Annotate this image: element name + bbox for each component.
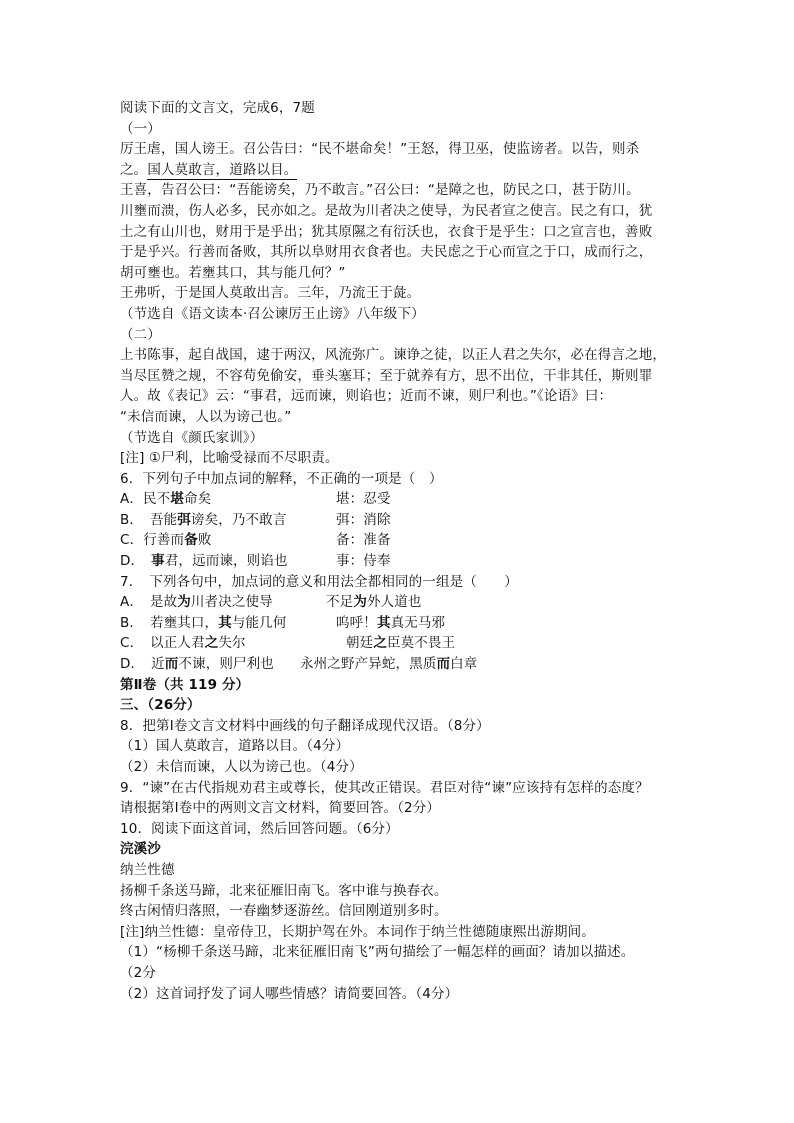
option-second-sentence — [336, 613, 445, 634]
passage-2-line: 当尽匡赞之规，不容苟免偷安，垂头塞耳；至于就养有方，思不出位，干非其任，斯则罪 — [120, 367, 653, 384]
passage-1-text: 之。 — [120, 161, 148, 178]
question-10-sub: （2分 — [120, 964, 157, 981]
passage-1-label: （一） — [120, 120, 161, 137]
option-text: C． 以正人君 — [120, 635, 205, 652]
dotted-word: 其 — [376, 614, 391, 631]
option-text: 谤矣，乃不敢言 — [190, 511, 287, 528]
reading-instruction: 阅读下面的文言文，完成6，7题 — [120, 100, 315, 116]
passage-1-source: （节选自《语文读本·召公谏厉王止谤》八年级下） — [120, 305, 425, 322]
passage-1-line: 土之有山川也，财用于是乎出；犹其原隰之有衍沃也，衣食于是乎生：口之宣言也，善败 — [120, 223, 653, 240]
option-second-sentence — [326, 592, 422, 613]
underlined-sentence: 国人莫敢言，道路以目。 — [147, 161, 298, 178]
dotted-word: 备 — [184, 532, 198, 549]
option-text: 川者决之使导 — [190, 594, 273, 611]
poem-title: 浣溪沙 — [120, 841, 161, 858]
poem-author: 纳兰性德 — [120, 861, 175, 878]
question-6-option-c — [120, 530, 680, 551]
option-gloss: 备：准备 — [336, 532, 391, 549]
dotted-word: 事 — [151, 553, 165, 570]
passage-1-line: 王弗听，于是国人莫敢出言。三年，乃流王于彘。 — [120, 285, 421, 302]
option-text: 命矣 — [184, 491, 212, 508]
option-text: 不谏，则尸利也 — [178, 656, 274, 673]
poem-line: 终古闲情归落照，一春幽梦逐游丝。信回刚道别多时。 — [120, 903, 448, 920]
option-gloss: 堪：忍受 — [336, 491, 391, 508]
option-second-sentence — [346, 633, 455, 654]
passage-1-line: 王喜，告召公曰：“吾能谤矣，乃不敢言。”召公曰：“是障之也，防民之口，甚于防川。 — [120, 182, 640, 199]
question-6-option-b — [120, 510, 680, 531]
option-text: D． — [120, 553, 152, 570]
question-9-line: 请根据第Ⅰ卷中的两则文言文材料，简要回答。（2分） — [120, 800, 441, 817]
question-7-stem: 7． 下列各句中，加点词的意义和用法全都相同的一组是（ ） — [120, 573, 518, 590]
question-6-option-a — [120, 489, 680, 510]
option-text: C．行善而 — [120, 532, 185, 549]
option-text: B． 吾能 — [120, 511, 178, 528]
passage-1-line: 胡可壅也。若壅其口，其与能几何？” — [120, 264, 346, 281]
option-text: 失尔 — [218, 635, 246, 652]
question-6-stem: 6．下列句子中加点词的解释，不正确的一项是（ ） — [120, 470, 443, 487]
option-text: 君，远而谏，则谄也 — [164, 553, 288, 570]
option-text: D． 近 — [120, 656, 165, 673]
option-text: 呜呼！ — [336, 614, 377, 631]
poem-note: [注]纳兰性德：皇帝侍卫，长期护驾在外。本词作于纳兰性德随康熙出游期间。 — [120, 923, 595, 940]
option-gloss: 弭：消除 — [336, 511, 391, 528]
exam-page — [120, 98, 680, 1004]
question-8-item: （1）国人莫敢言，道路以目。（4分） — [120, 738, 350, 755]
option-text: A． 是故 — [120, 594, 178, 611]
dotted-word: 而 — [164, 656, 179, 673]
section-heading: 三、（26分） — [120, 697, 201, 714]
passage-2-label: （二） — [120, 326, 161, 343]
passage-1-line — [120, 160, 680, 181]
question-10-sub: （2）这首词抒发了词人哪些情感？请简要回答。（4分） — [120, 985, 459, 1002]
dotted-word: 为 — [177, 594, 191, 611]
dotted-word: 为 — [353, 594, 367, 611]
option-second-sentence — [300, 654, 477, 675]
dotted-word: 之 — [204, 635, 219, 652]
part-2-title: 第Ⅱ卷（共 119 分） — [120, 676, 250, 693]
dotted-word: 之 — [373, 635, 387, 652]
question-8-item: （2）未信而谏，人以为谤己也。（4分） — [120, 759, 363, 775]
option-text: 不足 — [326, 594, 354, 611]
question-7-option-c — [120, 633, 680, 654]
question-7-option-b — [120, 613, 680, 634]
option-text: 真无马邪 — [390, 614, 446, 631]
passage-2-note: [注] ①尸利，比喻受禄而不尽职责。 — [120, 450, 339, 467]
question-7-option-d — [120, 654, 680, 675]
passage-2-line: “未信而谏，人以为谤己也。” — [120, 408, 292, 425]
option-text: 败 — [197, 532, 212, 549]
question-10-sub: （1）“杨柳千条送马蹄，北来征雁旧南飞”两句描绘了一幅怎样的画面？请加以描述。 — [120, 944, 635, 961]
option-text: A．民不 — [120, 491, 171, 508]
question-6-option-d — [120, 551, 680, 572]
option-text: B． 若壅其口， — [120, 614, 219, 631]
option-text: 朝廷 — [346, 635, 374, 652]
option-text: 与能几何 — [231, 614, 287, 631]
question-9-line: 9．“谏”在古代指规劝君主或尊长，使其改正错误。君臣对待“谏”应该持有怎样的态度？ — [120, 779, 649, 796]
option-text: 外人道也 — [366, 594, 422, 611]
option-text: 白章 — [450, 656, 478, 673]
poem-line: 扬柳千条送马蹄，北来征雁旧南飞。客中谁与换春衣。 — [120, 882, 448, 899]
option-gloss: 事：侍奉 — [336, 553, 391, 570]
question-8-stem: 8．把第Ⅰ卷文言文材料中画线的句子翻译成现代汉语。（8分） — [120, 717, 490, 734]
passage-2-line: 上书陈事，起自战国，逮于两汉，风流弥广。谏诤之徒，以正人君之失尔，必在得言之地， — [120, 347, 666, 364]
passage-2-line: 人。故《表记》云：“事君，远而谏，则谄也；近而不谏，则尸利也。”《论语》曰： — [120, 388, 613, 405]
passage-1-line: 川壅而溃，伤人必多，民亦如之。是故为川者决之使导，为民者宣之使言。民之有口，犹 — [120, 202, 653, 219]
dotted-word: 弭 — [177, 511, 191, 528]
question-7-option-a — [120, 592, 680, 613]
passage-2-source: （节选自《颜氏家训》） — [120, 429, 264, 446]
passage-1-line: 于是乎兴。行善而备败，其所以阜财用衣食者也。夫民虑之于心而宣之于口，成而行之， — [120, 244, 653, 261]
passage-1-line: 厉王虐，国人谤王。召公告曰：“民不堪命矣！”王怒，得卫巫，使监谤者。以告，则杀 — [120, 141, 640, 158]
dotted-word: 而 — [436, 656, 451, 673]
dotted-word: 堪 — [170, 491, 184, 508]
dotted-word: 其 — [218, 614, 232, 631]
question-10-stem: 10．阅读下面这首词，然后回答问题。（6分） — [120, 820, 399, 837]
option-text: 永州之野产异蛇，黑质 — [300, 656, 437, 673]
option-text: 臣莫不畏王 — [386, 635, 456, 652]
